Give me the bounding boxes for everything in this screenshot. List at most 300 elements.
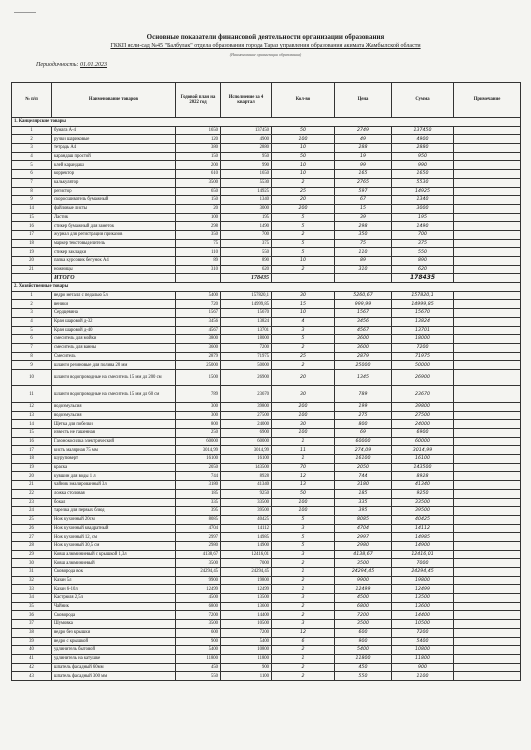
note-value [454,291,521,300]
row-number: 16 [12,222,52,231]
sum-value: 12416,01 [392,550,454,559]
col-name: Наименование товаров [52,83,176,118]
row-number: 34 [12,594,52,603]
item-name: Газонокосилка электрический [52,437,176,446]
quantity-value: 200 [272,402,335,411]
price-value: 11800 [335,654,392,663]
note-value [454,533,521,542]
note-value [454,602,521,611]
item-name: смеситель для ванны [52,343,176,352]
table-row [12,481,521,490]
quantity-value: 20 [272,369,335,386]
sum-value: 26900 [392,369,454,386]
table-header-row [12,83,521,118]
note-value [454,257,521,266]
quantity-value: 12 [272,472,335,481]
sum-value: 14900 [392,541,454,550]
table-row [12,472,521,481]
price-value: 1567 [335,309,392,318]
quantity-value: 2 [272,672,335,681]
execution-value: 39500 [221,507,272,516]
table-row [12,239,521,248]
item-name: краска [52,463,176,472]
row-number: 8 [12,352,52,361]
item-name: скоросшиватель бумажный [52,196,176,205]
total-number [12,274,52,283]
sum-value: 33500 [392,498,454,507]
execution-value: 950 [221,152,272,161]
item-name: шланги водопроводные на смеситель 15 мм дл 60 см [52,386,176,403]
note-value [454,463,521,472]
quantity-value: 2 [272,230,335,239]
quantity-value: 2 [272,611,335,620]
row-number: 21 [12,265,52,274]
quantity-value: 25 [272,187,335,196]
item-name: ножницы [52,265,176,274]
note-value [454,411,521,420]
price-value: 24294,45 [335,568,392,577]
price-value: 2997 [335,533,392,542]
quantity-value: 2 [272,576,335,585]
total-row [12,274,521,283]
scan-mark [14,12,36,13]
quantity-value: 30 [272,386,335,403]
execution-value: 1490 [221,222,272,231]
sum-value: 15670 [392,309,454,318]
table-row [12,248,521,257]
table-row [12,507,521,516]
table-row [12,386,521,403]
plan-value: 300 [176,411,221,420]
note-value [454,585,521,594]
sum-value: 12499 [392,585,454,594]
sum-value: 5530 [392,178,454,187]
execution-value: 33500 [221,498,272,507]
table-row [12,541,521,550]
price-value: 3500 [335,559,392,568]
item-name: удлинитель бытовой [52,646,176,655]
sum-value: 7200 [392,343,454,352]
price-value: 999,99 [335,300,392,309]
organization-caption: (Наименование организации образования) [229,52,302,57]
quantity-value: 200 [272,204,335,213]
quantity-value: 30 [272,291,335,300]
item-name: Нож кухонный 30,5 см [52,541,176,550]
note-value [454,489,521,498]
quantity-value: 2 [272,602,335,611]
quantity-value: 100 [272,498,335,507]
row-number: 20 [12,257,52,266]
item-name: шпатель фасадный 60мм [52,663,176,672]
note-value [454,541,521,550]
execution-value: 5530 [221,178,272,187]
note-value [454,309,521,318]
quantity-value: 5 [272,335,335,344]
plan-value: 25000 [176,361,221,370]
note-value [454,637,521,646]
price-value: 3600 [335,343,392,352]
row-number: 37 [12,620,52,629]
sum-value: 13500 [392,594,454,603]
row-number: 31 [12,568,52,577]
execution-value: 890 [221,257,272,266]
note-value [454,568,521,577]
sum-value: 24294,45 [392,568,454,577]
price-value: 3500 [335,620,392,629]
financial-table [11,82,521,681]
table-row [12,602,521,611]
execution-value: 27500 [221,411,272,420]
price-value: 2879 [335,352,392,361]
execution-value: 14925 [221,187,272,196]
execution-value: 700 [221,230,272,239]
sum-value: 9250 [392,489,454,498]
row-number: 36 [12,611,52,620]
sum-value: 13600 [392,602,454,611]
quantity-value: 100 [272,507,335,516]
plan-value: 60000 [176,437,221,446]
plan-value: 2879 [176,352,221,361]
price-value: 89 [335,257,392,266]
item-name: кувшин для воды 1 л [52,472,176,481]
price-value: 67 [335,196,392,205]
quantity-value: 2 [272,178,335,187]
quantity-value: 10 [272,309,335,318]
quantity-value: 3 [272,594,335,603]
execution-value: 26900 [221,369,272,386]
item-name: ложка столовая [52,489,176,498]
item-name: ведро без крышки [52,628,176,637]
execution-value: 7200 [221,343,272,352]
quantity-value: 2 [272,343,335,352]
price-value: 110 [335,248,392,257]
note-value [454,663,521,672]
sum-value: 13701 [392,326,454,335]
item-name: Нож кухонный 20см [52,515,176,524]
item-name: папка курсовик бегунок А4 [52,257,176,266]
sum-value: 157820,1 [392,291,454,300]
quantity-value: 1 [272,585,335,594]
plan-value: 75 [176,239,221,248]
price-value: 4567 [335,326,392,335]
price-value: 60000 [335,437,392,446]
execution-value: 16100 [221,455,272,464]
table-row [12,213,521,222]
plan-value: 2050 [176,463,221,472]
plan-value: 150 [176,152,221,161]
execution-value: 13500 [221,594,272,603]
sum-value: 3014,99 [392,446,454,455]
row-number: 12 [12,402,52,411]
sum-value: 19800 [392,576,454,585]
total-qty-empty [272,274,335,283]
table-row [12,559,521,568]
sum-value: 143500 [392,463,454,472]
sum-value: 195 [392,213,454,222]
plan-value: 300 [176,402,221,411]
sum-value: 137450 [392,126,454,135]
table-row [12,429,521,438]
quantity-value: 2 [272,663,335,672]
price-value: 2980 [335,541,392,550]
sum-value: 375 [392,239,454,248]
execution-value: 375 [221,239,272,248]
row-number: 27 [12,533,52,542]
table-row [12,463,521,472]
price-value: 15 [335,204,392,213]
item-name: веники [52,300,176,309]
table-row [12,446,521,455]
execution-value: 9250 [221,489,272,498]
item-name: Нож кухонный 12, см [52,533,176,542]
row-number: 19 [12,463,52,472]
sum-value: 990 [392,161,454,170]
quantity-value: 3 [272,326,335,335]
row-number: 14 [12,204,52,213]
execution-value: 50000 [221,361,272,370]
quantity-value: 70 [272,463,335,472]
table-row [12,187,521,196]
quantity-value: 10 [272,161,335,170]
execution-value: 7000 [221,559,272,568]
period-label: Периодичность: [36,62,79,68]
table-row [12,402,521,411]
table-row [12,204,521,213]
sum-value: 10800 [392,646,454,655]
sum-value: 1100 [392,672,454,681]
col-sum: Сумма [392,83,454,118]
price-value: 9900 [335,576,392,585]
note-value [454,361,521,370]
sum-value: 24000 [392,420,454,429]
table-row [12,420,521,429]
sum-value: 14999,85 [392,300,454,309]
plan-value: 310 [176,265,221,274]
period-value: 01.01.2023 [80,62,108,68]
note-value [454,187,521,196]
table-row [12,335,521,344]
quantity-value: 1 [272,654,335,663]
plan-value: 6800 [176,602,221,611]
plan-value: 744 [176,472,221,481]
price-value: 39 [335,213,392,222]
note-value [454,239,521,248]
quantity-value: 1 [272,568,335,577]
note-value [454,646,521,655]
sum-value: 71975 [392,352,454,361]
item-name: тарелка для первых блюд [52,507,176,516]
note-value [454,550,521,559]
plan-value: 24294,45 [176,568,221,577]
price-value: 1345 [335,369,392,386]
execution-value: 195 [221,213,272,222]
row-number: 5 [12,161,52,170]
sum-value: 4900 [392,135,454,144]
item-name: Ластик [52,213,176,222]
execution-value: 1650 [221,170,272,179]
sum-value: 13824 [392,317,454,326]
execution-value: 14400 [221,611,272,620]
table-row [12,576,521,585]
sum-value: 39500 [392,507,454,516]
quantity-value: 50 [272,489,335,498]
plan-value: 250 [176,429,221,438]
price-value: 550 [335,672,392,681]
sum-value: 5400 [392,637,454,646]
sum-value: 60000 [392,437,454,446]
row-number: 40 [12,646,52,655]
item-name: чайник эмалированный 3л [52,481,176,490]
plan-value: 3014,99 [176,446,221,455]
note-value [454,402,521,411]
col-price: Цена [335,83,392,118]
plan-value: 4704 [176,524,221,533]
note-value [454,515,521,524]
price-value: 4500 [335,594,392,603]
row-number: 24 [12,507,52,516]
price-value: 310 [335,265,392,274]
row-number: 42 [12,663,52,672]
col-qty: Кол-во [272,83,335,118]
item-name: журнал для регистрации приказов [52,230,176,239]
note-value [454,352,521,361]
item-name: тетрадь А4 [52,144,176,153]
price-value: 69 [335,429,392,438]
sum-value: 6900 [392,429,454,438]
plan-value: 550 [176,672,221,681]
plan-value: 350 [176,230,221,239]
sum-value: 2880 [392,144,454,153]
row-number: 1 [12,291,52,300]
note-value [454,620,521,629]
note-value [454,326,521,335]
execution-value: 23670 [221,386,272,403]
quantity-value: 10 [272,144,335,153]
col-note: Примечание [454,83,521,118]
table-row [12,498,521,507]
execution-value: 10800 [221,646,272,655]
organization-name-text: ГККП ясли-сад №45 "Балбулак" отдела образования города Тараз управления образования акимата Жамбылской области [110,43,421,49]
quantity-value: 3 [272,620,335,629]
row-number: 4 [12,152,52,161]
quantity-value: 10 [272,257,335,266]
execution-value: 12499 [221,585,272,594]
table-row [12,455,521,464]
execution-value: 143500 [221,463,272,472]
sum-value: 50000 [392,361,454,370]
table-row [12,550,521,559]
price-value: 7200 [335,611,392,620]
quantity-value: 13 [272,481,335,490]
sum-value: 8928 [392,472,454,481]
sum-value: 7000 [392,559,454,568]
sum-value: 1340 [392,196,454,205]
item-name: файловые листы [52,204,176,213]
total-sum: 178435 [392,274,454,283]
table-row [12,524,521,533]
item-name: Смеситель [52,352,176,361]
table-row [12,620,521,629]
table-row [12,144,521,153]
plan-value: 7200 [176,611,221,620]
plan-value: 3180 [176,481,221,490]
row-number: 3 [12,309,52,318]
row-number: 22 [12,489,52,498]
note-value [454,213,521,222]
execution-value: 6900 [221,429,272,438]
quantity-value: 2 [272,361,335,370]
item-name: калькулятор [52,178,176,187]
note-value [454,429,521,438]
price-value: 19 [335,152,392,161]
row-number: 5 [12,326,52,335]
plan-value: 395 [176,507,221,516]
plan-value: 5400 [176,646,221,655]
quantity-value: 1 [272,437,335,446]
plan-value: 450 [176,663,221,672]
price-value: 789 [335,386,392,403]
item-name: бумага А-4 [52,126,176,135]
execution-value: 60000 [221,437,272,446]
plan-value: 8085 [176,515,221,524]
note-value [454,498,521,507]
section-header-row [12,283,521,292]
note-value [454,507,521,516]
table-row [12,437,521,446]
quantity-value: 5 [272,541,335,550]
table-row [12,126,521,135]
item-name: стикер закладки [52,248,176,257]
sum-value: 550 [392,248,454,257]
table-row [12,257,521,266]
execution-value: 137450 [221,126,272,135]
price-value: 4704 [335,524,392,533]
execution-value: 24000 [221,420,272,429]
sum-value: 39800 [392,402,454,411]
item-name: Щетка для побелки [52,420,176,429]
table-row [12,637,521,646]
sum-value: 14925 [392,187,454,196]
quantity-value: 2 [272,265,335,274]
plan-value: 600 [176,628,221,637]
item-name: шланги резиновые для полива 20 мм [52,361,176,370]
quantity-value: 30 [272,420,335,429]
row-number: 11 [12,386,52,403]
price-value: 8085 [335,515,392,524]
table-row [12,230,521,239]
quantity-value: 5 [272,515,335,524]
sum-value: 11800 [392,654,454,663]
table-row [12,411,521,420]
execution-value: 2880 [221,144,272,153]
item-name: Кран шаровой д-32 [52,317,176,326]
execution-value: 14985 [221,533,272,542]
execution-value: 3014,99 [221,446,272,455]
execution-value: 24294,45 [221,568,272,577]
table-row [12,628,521,637]
table-row [12,343,521,352]
item-name: Ковш алюминиевый с крышкой 1,3л [52,550,176,559]
row-number: 13 [12,411,52,420]
sum-value: 1490 [392,222,454,231]
price-value: 99 [335,161,392,170]
price-value: 600 [335,628,392,637]
plan-value: 11800 [176,654,221,663]
item-name: Сковорода [52,611,176,620]
sum-value: 18000 [392,335,454,344]
plan-value: 650 [176,187,221,196]
note-value [454,300,521,309]
